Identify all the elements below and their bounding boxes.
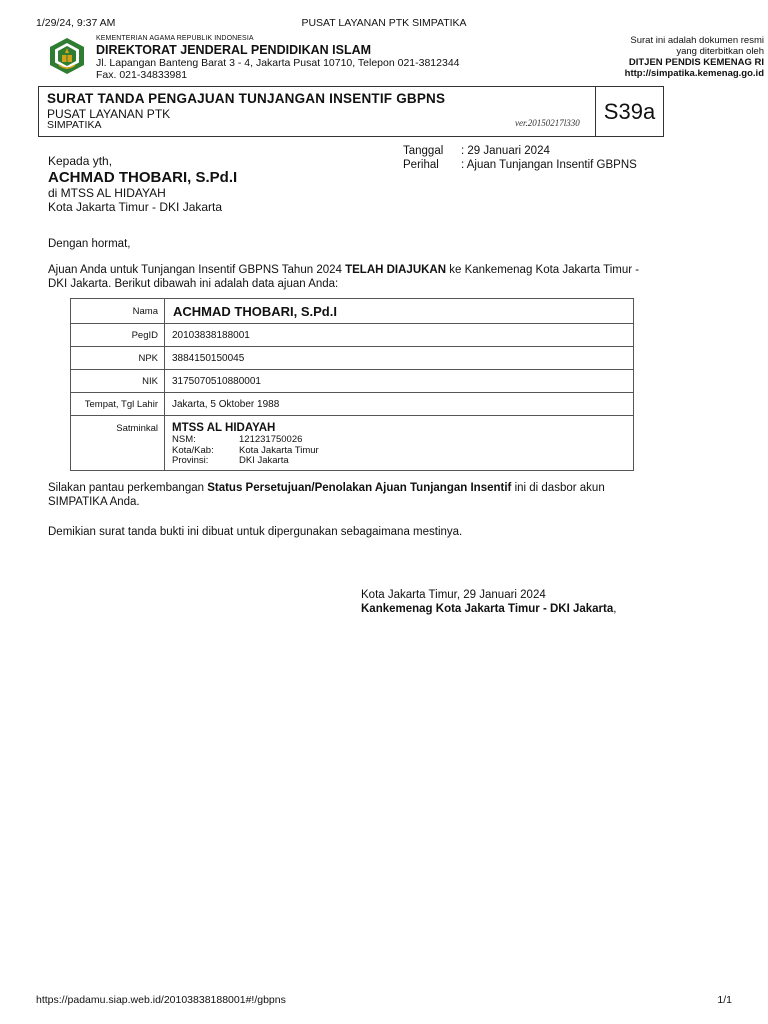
birth-value: Jakarta, 5 Oktober 1988 (165, 393, 634, 416)
nsm-value: 121231750026 (239, 434, 303, 445)
table-row (71, 299, 634, 324)
kota-label: Kota/Kab: (172, 444, 214, 456)
satminkal-details (165, 416, 634, 471)
addressee-greeting: Kepada yth, (48, 154, 113, 168)
print-timestamp: 1/29/24, 9:37 AM (36, 17, 116, 29)
signature-comma: , (613, 603, 617, 615)
intro-paragraph (48, 264, 660, 291)
signature-org-line (361, 602, 616, 616)
intro-text-end: ke Kankemenag Kota Jakarta Timur - DKI Jakarta. Berikut dibawah ini adalah data ajuan Anda: (48, 264, 640, 290)
table-row (71, 416, 634, 471)
document-title: SURAT TANDA PENGAJUAN TUNJANGAN INSENTIF GBPNS (47, 91, 446, 106)
table-row (71, 347, 634, 370)
document-title-box (38, 86, 664, 137)
kota-value: Kota Jakarta Timur (239, 444, 319, 456)
print-page-number: 1/1 (717, 994, 732, 1006)
meta-subject-row (403, 158, 637, 172)
monitor-status-bold: Status Persetujuan/Penolakan Ajuan Tunjangan Insentif (207, 482, 512, 494)
signature-block (361, 588, 616, 616)
monitor-text-end: ini di dasbor akun SIMPATIKA Anda. (48, 482, 605, 508)
closing-paragraph: Demikian surat tanda bukti ini dibuat untuk dipergunakan sebagaimana mestinya. (48, 526, 463, 538)
document-version: ver.20150217l330 (515, 118, 580, 128)
addressee-city: Kota Jakarta Timur - DKI Jakarta (48, 200, 223, 214)
date-value: : 29 Januari 2024 (461, 145, 550, 157)
subject-value: : Ajuan Tunjangan Insentif GBPNS (461, 159, 637, 171)
table-row (71, 393, 634, 416)
signature-org: Kankemenag Kota Jakarta Timur - DKI Jakarta (361, 603, 614, 615)
addressee-name: ACHMAD THOBARI, S.Pd.I (48, 168, 238, 186)
birth-label: Tempat, Tgl Lahir (71, 393, 165, 416)
satminkal-name: MTSS AL HIDAYAH (172, 422, 276, 434)
print-header (36, 17, 732, 31)
kemenag-emblem-icon (47, 37, 87, 75)
intro-text-start: Ajuan Anda untuk Tunjangan Insentif GBPNS Tahun 2024 (48, 264, 346, 276)
table-row (71, 370, 634, 393)
addressee-institution: di MTSS AL HIDAYAH (48, 185, 166, 200)
name-value: ACHMAD THOBARI, S.Pd.I (165, 299, 634, 324)
letterhead (47, 35, 764, 83)
table-row (71, 324, 634, 347)
letterhead-fax: Fax. 021-34833981 (96, 69, 188, 81)
document-subtitle: PUSAT LAYANAN PTK (47, 107, 171, 121)
official-note-line2: yang diterbitkan oleh (676, 46, 764, 57)
satminkal-label: Satminkal (71, 416, 165, 471)
print-footer (36, 994, 732, 1008)
province-value: DKI Jakarta (239, 455, 289, 466)
name-label: Nama (71, 299, 165, 324)
nik-label: NIK (71, 370, 165, 393)
monitor-paragraph (48, 482, 660, 509)
official-note-line1: Surat ini adalah dokumen resmi (630, 35, 764, 46)
province-row (172, 456, 633, 467)
province-label: Provinsi: (172, 455, 209, 466)
document-system-name: SIMPATIKA (47, 119, 102, 131)
print-page-title: PUSAT LAYANAN PTK SIMPATIKA (301, 17, 467, 29)
signature-place-date: Kota Jakarta Timur, 29 Januari 2024 (361, 589, 546, 601)
pegid-value: 20103838188001 (165, 324, 634, 347)
letterhead-address: Jl. Lapangan Banteng Barat 3 - 4, Jakarta Pusat 10710, Telepon 021-3812344 (96, 57, 460, 69)
ministry-name: KEMENTERIAN AGAMA REPUBLIK INDONESIA (96, 35, 254, 42)
subject-label: Perihal (403, 159, 439, 171)
letterhead-official-note (625, 35, 764, 79)
letter-meta (403, 144, 637, 172)
monitor-text-start: Silakan pantau perkembangan (48, 482, 208, 494)
nik-value: 3175070510880001 (165, 370, 634, 393)
addressee-block (48, 154, 237, 215)
issuer-name: DITJEN PENDIS KEMENAG RI (628, 57, 764, 68)
pegid-label: PegID (71, 324, 165, 347)
date-label: Tanggal (403, 145, 444, 157)
nsm-row (172, 435, 633, 446)
intro-status-bold: TELAH DIAJUKAN (345, 264, 447, 276)
npk-label: NPK (71, 347, 165, 370)
letterhead-text (96, 35, 460, 81)
document-code: S39a (595, 87, 663, 136)
print-url: https://padamu.siap.web.id/20103838188001#!/gbpns (36, 994, 286, 1006)
nsm-label: NSM: (172, 434, 196, 445)
npk-value: 3884150150045 (165, 347, 634, 370)
salutation: Dengan hormat, (48, 238, 131, 250)
meta-date-row (403, 144, 637, 158)
issuer-website: http://simpatika.kemenag.go.id (624, 68, 764, 79)
submission-data-table (70, 298, 634, 471)
directorate-name: DIREKTORAT JENDERAL PENDIDIKAN ISLAM (96, 43, 372, 57)
